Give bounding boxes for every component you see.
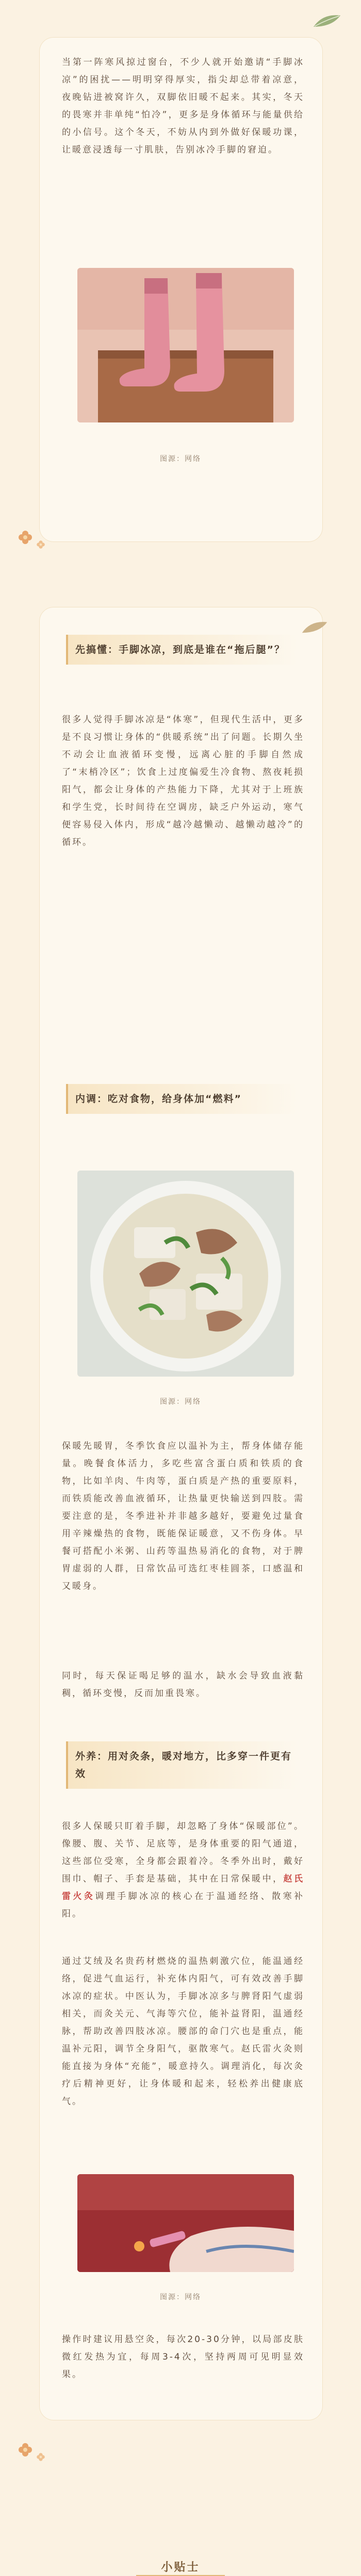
section3-paragraph-2: 通过艾绒及名贵药材燃烧的温热刺激穴位，能温通经络，促进气血运行，补充体内阳气，可有效改善手脚冰凉的症状。中医认为，手脚冰凉多与脾肾阳气虚弱相关，而灸关元、气海等穴位，能补益肾阳，温通经脉，帮助改善四肢冰凉。腰部的命门穴也是重点，能温补元阳，调节全身阳气，驱散寒气。赵氏雷火灸则能直接为身体“充能”，暖意持久。调理消化，每次灸疗后精神更好，让身体暖和起来，轻松养出健康底气。 <box>62 1956 304 2107</box>
section3-text-b: 调理手脚冰凉的核心在于温通经络、散寒补阳。 <box>62 1891 305 1919</box>
flower-icon <box>18 530 33 545</box>
leaf-icon <box>311 11 342 30</box>
soup-illustration <box>77 1171 294 1377</box>
intro-photo <box>77 268 294 422</box>
intro-paragraph: 当第一阵寒风掠过窗台，不少人就开始邀请“手脚冰凉”的困扰——明明穿得厚实，指尖却总带着凉意，夜晚钻进被窝许久，双脚依旧暖不起来。其实，冬天的畏寒并非单纯“怕冷”，更多是身体循环与能量供给的小信号。这个冬天，不妨从内到外做好保暖功课，让暖意浸透每一寸肌肤，告别冰冷手脚的窘迫。 <box>62 57 304 155</box>
section1-heading: 先搞懂：手脚冰凉，到底是谁在“拖后腿”？ <box>66 635 298 665</box>
tips-title: 小贴士 <box>161 2561 200 2574</box>
leaf-icon <box>300 618 329 636</box>
intro-caption: 图源：网络 <box>160 455 201 463</box>
socks-illustration <box>77 268 294 422</box>
section2-caption: 图源：网络 <box>160 1398 201 1406</box>
section3-text-a: 很多人保暖只盯着手脚，却忽略了身体“保暖部位”。像腰、腹、关节、足底等，是身体重要的阳气通道，这些部位受寒，全身都会跟着冷。冬季外出时，戴好围巾、帽子、手套是基础，其中在日常保暖中， <box>62 1821 304 1884</box>
section2-heading: 内调：吃对食物，给身体加“燃料” <box>66 1084 298 1114</box>
flower-icon <box>36 540 45 549</box>
section2-paragraph-1: 保暖先暖胃，冬季饮食应以温补为主，帮身体储存能量。晚餐食体活力，多吃些富含蛋白质和铁质的食物，比如羊肉、牛肉等，蛋白质是产热的重要原料，而铁质能改善血液循环，让热量更快输送到四肢。需要注意的是，冬季进补并非越多越好，要避免过量食用辛辣燥热的食物，既能保证暖意，又不伤身体。早餐可搭配小米粥、山药等温热易消化的食物，对于脾胃虚弱的人群，日常饮品可选红枣桂圆茶，口感温和又暖身。 <box>62 1441 304 1591</box>
brand-highlight: 赵氏雷火灸 <box>62 1874 305 1902</box>
section3-heading: 外养：用对灸条，暖对地方，比多穿一件更有效 <box>66 1741 298 1789</box>
section1-paragraph: 很多人觉得手脚冰凉是“体寒”，但现代生活中，更多是不良习惯让身体的“供暖系统”出了问题。长期久坐不动会让血液循环变慢，远离心脏的手脚自然成了“末梢冷区”；饮食上过度偏爱生冷食物、熬夜耗损阳气，都会让身体的产热能力下降，尤其对于上班族和学生党，长时间待在空调房，缺乏户外运动，寒气便容易侵入体内，形成“越冷越懒动、越懒动越冷”的循环。 <box>62 715 304 848</box>
flower-icon <box>36 2452 45 2462</box>
moxibustion-photo <box>77 2174 294 2272</box>
soup-photo <box>77 1171 294 1377</box>
moxibustion-illustration <box>77 2174 294 2272</box>
section3-paragraph-1 <box>62 1818 304 1923</box>
section2-paragraph-2: 同时，每天保证喝足够的温水，缺水会导致血液黏稠，循环变慢，反而加重畏寒。 <box>62 1671 304 1699</box>
section3-caption: 图源：网络 <box>160 2293 201 2301</box>
section3-paragraph-3: 操作时建议用悬空灸，每次20-30分钟，以局部皮肤微红发热为宜，每周3-4次，坚持两周可见明显效果。 <box>62 2334 304 2380</box>
flower-icon <box>18 2442 33 2458</box>
